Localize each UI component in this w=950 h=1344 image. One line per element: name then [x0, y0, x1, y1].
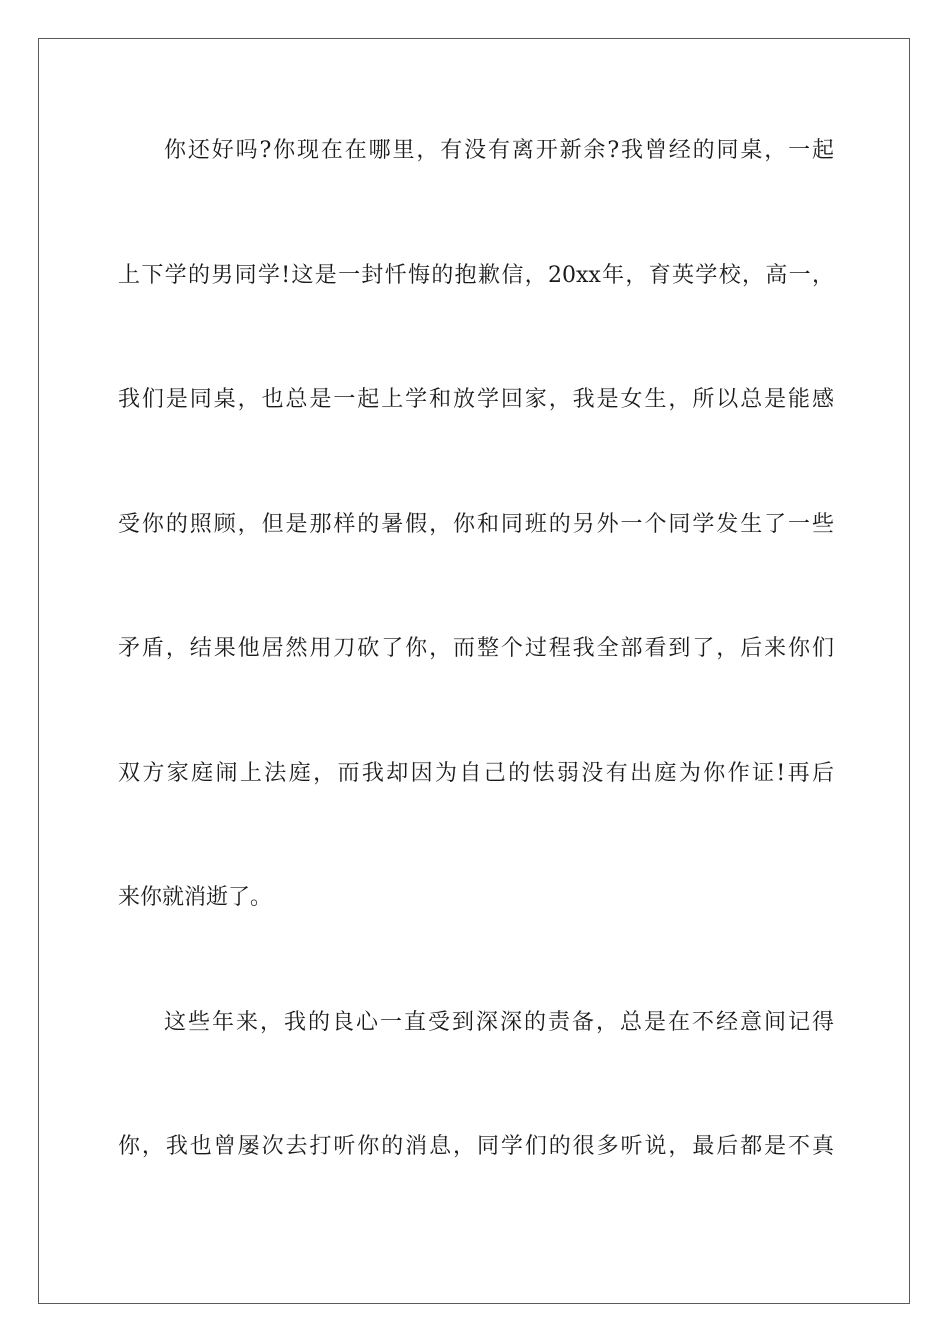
paragraph-1-line-3: 我们是同桌，也总是一起上学和放学回家，我是女生，所以总是能感	[118, 387, 834, 412]
paragraph-2-line-1: 这些年来，我的良心一直受到深深的责备，总是在不经意间记得	[164, 1010, 834, 1035]
paragraph-1-line-2: 上下学的男同学!这是一封忏悔的抱歉信，20xx年，育英学校，高一，	[118, 263, 834, 288]
paragraph-1-line-1: 你还好吗?你现在在哪里，有没有离开新余?我曾经的同桌，一起	[164, 138, 834, 163]
paragraph-1-line-4: 受你的照顾，但是那样的暑假，你和同班的另外一个同学发生了一些	[118, 512, 834, 537]
paragraph-2-line-2: 你，我也曾屡次去打听你的消息，同学们的很多听说，最后都是不真	[118, 1134, 834, 1159]
page-border	[38, 38, 910, 1304]
paragraph-1-line-6: 双方家庭闹上法庭，而我却因为自己的怯弱没有出庭为你作证!再后	[118, 761, 834, 786]
paragraph-1-line-7: 来你就消逝了。	[118, 885, 273, 910]
paragraph-1-line-5: 矛盾，结果他居然用刀砍了你，而整个过程我全部看到了，后来你们	[118, 636, 834, 661]
